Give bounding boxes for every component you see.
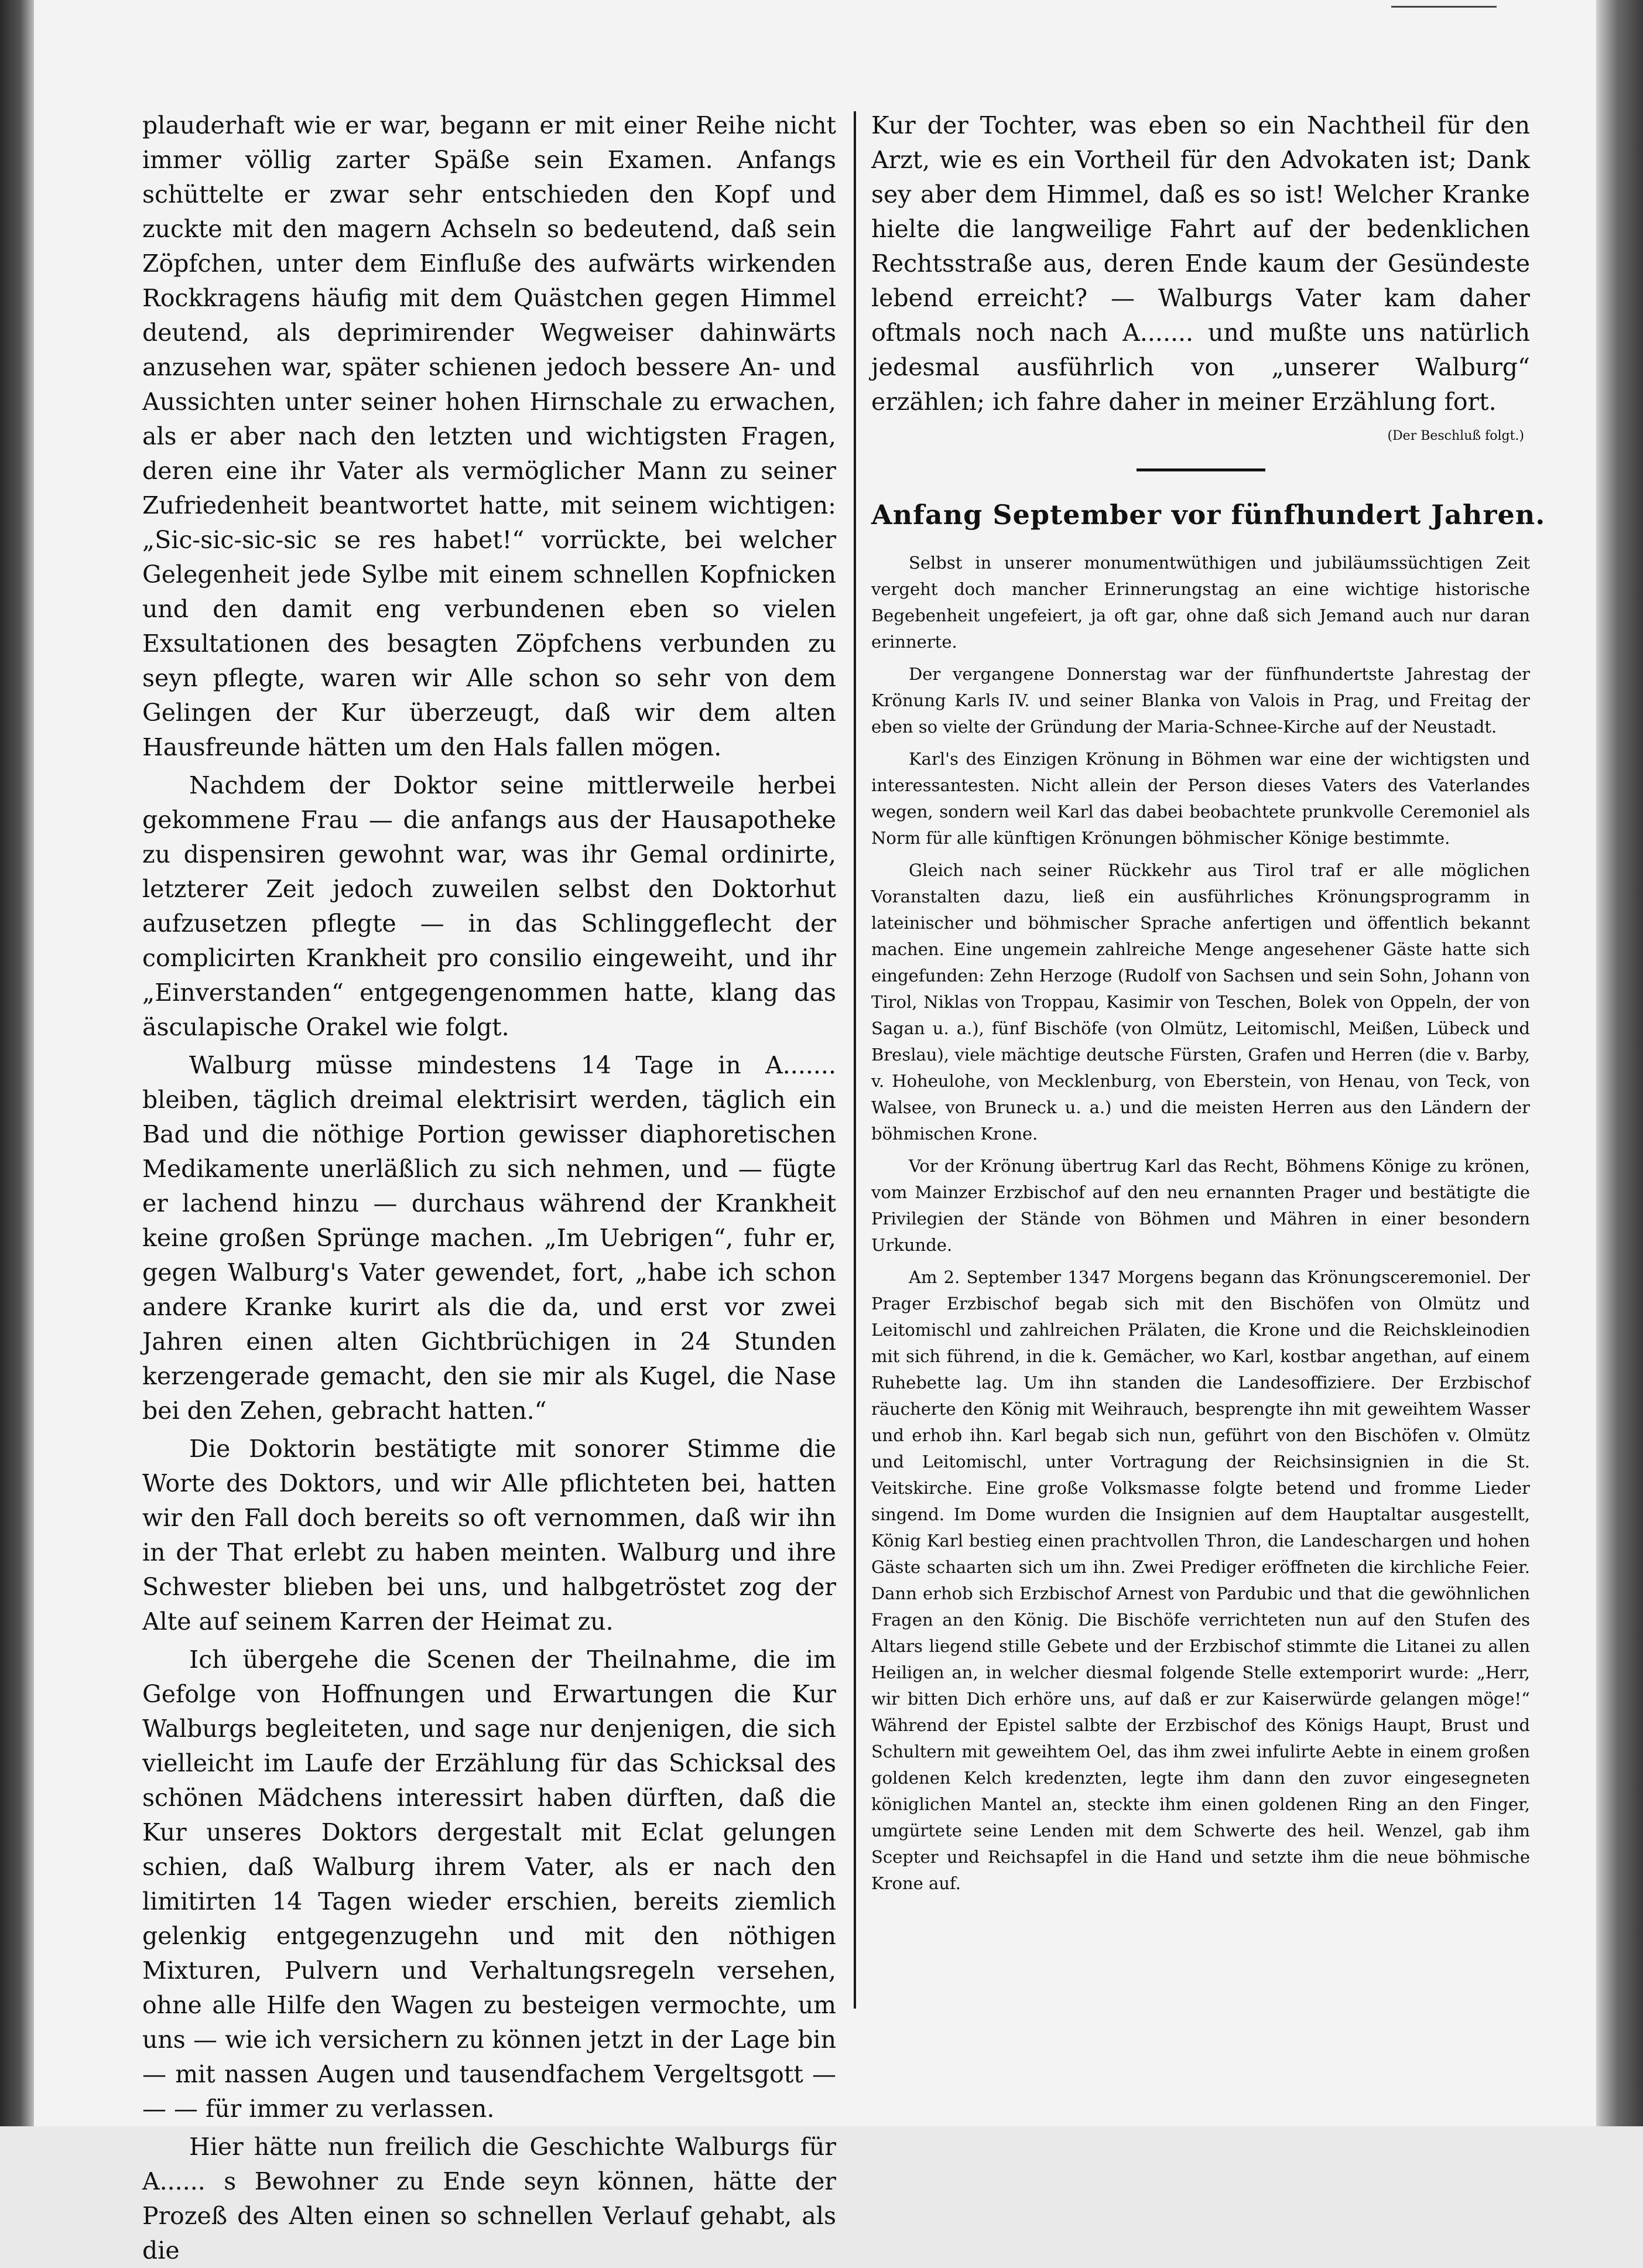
right-column — [871, 108, 1546, 1903]
left-paragraph-4: Die Doktorin bestätigte mit sonorer Stimme die Worte des Doktors, und wir Alle pflichteten bei, hatten wir den Fall doch bereits so oft vernommen, daß wir ihn in der That erlebt zu haben meinten. Walburg und ihre Schwester blieben bei uns, und halbgetröstet zog der Alte auf seinem Karren der Heimat zu. — [142, 1435, 836, 1636]
article-paragraph-3: Karl's des Einzigen Krönung in Böhmen war eine der wichtigsten und interessantesten. Nicht allein der Person dieses Vaters des Vaterlandes wegen, sondern weil Karl das dabei beobachtete prunkvolle Ceremoniel als Norm für alle künftigen Krönungen böhmischer Könige bestimmte. — [871, 749, 1530, 848]
left-paragraph-3: Walburg müsse mindestens 14 Tage in A....... bleiben, täglich dreimal elektrisirt werden, täglich ein Bad und die nöthige Portion gewisser diaphoretischen Medikamente unerläßlich zu sich nehmen, und — fügte er lachend hinzu — durchaus während der Krankheit keine großen Sprünge machen. „Im Uebrigen“, fuhr er, gegen Walburg's Vater gewendet, fort, „habe ich schon andere Kranke kurirt als die da, und erst vor zwei Jahren einen alten Gichtbrüchigen in 24 Stunden kerzengerade gemacht, den sie mir als Kugel, die Nase bei den Zehen, gebracht hatten.“ — [142, 1051, 836, 1425]
scan-edge-left — [0, 0, 34, 2126]
continuation-text: Kur der Tochter, was eben so ein Nachtheil für den Arzt, wie es ein Vortheil für den Advokaten ist; Dank sey aber dem Himmel, daß es so ist! Welcher Kranke hielte die langweilige Fahrt auf der bedenklichen Rechtsstraße aus, deren Ende kaum der Gesündeste lebend erreicht? — Walburgs Vater kam daher oftmals noch nach A....... und mußte uns natürlich jedesmal ausführlich von „unserer Walburg“ erzählen; ich fahre daher in meiner Erzählung fort. — [871, 111, 1530, 416]
article-paragraph-5: Vor der Krönung übertrug Karl das Recht, Böhmens Könige zu krönen, vom Mainzer Erzbischof auf den neu ernannten Prager und bestätigte die Privilegien der Stände von Böhmen und Mähren in einer besondern Urkunde. — [871, 1156, 1530, 1255]
article-paragraph-4: Gleich nach seiner Rückkehr aus Tirol traf er alle möglichen Voranstalten dazu, ließ ein ausführliches Krönungsprogramm in lateinischer und böhmischer Sprache anfertigen und öffentlich bekannt machen. Eine ungemein zahlreiche Menge angesehener Gäste hatte sich eingefunden: Zehn Herzoge (Rudolf von Sachsen und sein Sohn, Johann von Tirol, Niklas von Troppau, Kasimir von Teschen, Bolek von Oppeln, der von Sagan u. a.), fünf Bischöfe (von Olmütz, Leitomischl, Meißen, Lübeck und Breslau), viele mächtige deutsche Fürsten, Grafen und Herren (die v. Barby, v. Hoheulohe, von Mecklenburg, von Eberstein, von Henau, von Teck, von Walsee, von Bruneck u. a.) und die meisten Herren aus den Ländern der böhmischen Krone. — [871, 860, 1530, 1144]
article-paragraph-1: Selbst in unserer monumentwüthigen und jubiläumssüchtigen Zeit vergeht doch mancher Erinnerungstag an eine wichtige historische Begebenheit ungefeiert, ja oft gar, ohne daß sich Jemand auch nur daran erinnerte. — [871, 553, 1530, 652]
article-body — [871, 550, 1530, 1897]
article-paragraph-6: Am 2. September 1347 Morgens begann das Krönungsceremoniel. Der Prager Erzbischof begab sich mit den Bischöfen von Olmütz und Leitomischl und zahlreichen Prälaten, die Krone und die Reichskleinodien mit sich führend, in die k. Gemächer, wo Karl, kostbar angethan, auf einem Ruhebette lag. Um ihn standen die Landesoffiziere. Der Erzbischof räucherte den König mit Weihrauch, besprengte ihn mit geweihtem Wasser und erhob ihn. Karl begab sich nun, geführt von den Bischöfen v. Olmütz und Leitomischl, unter Vortragung der Reichsinsignien in die St. Veitskirche. Eine große Volksmasse folgte betend und fromme Lieder singend. Im Dome wurden die Insignien auf dem Hauptaltar ausgestellt, König Karl bestieg einen prachtvollen Thron, die Landeschargen und hohen Gäste schaarten sich um ihn. Zwei Prediger eröffneten die kirchliche Feier. Dann erhob sich Erzbischof Arnest von Pardubic und that die gewöhnlichen Fragen an den König. Die Bischöfe verrichteten nun auf den Stufen des Altars liegend stille Gebete und der Erzbischof stimmte die Litanei zu allen Heiligen an, in welcher diesmal folgende Stelle extemporirt wurde: „Herr, wir bitten Dich erhöre uns, auf daß er zur Kaiserwürde gelangen möge!“ Während der Epistel salbte der Erzbischof des Königs Haupt, Brust und Schultern mit geweihtem Oel, das ihm zwei infulirte Aebte in einem großen goldenen Kelch kredenzten, legte ihm dann den zuvor eingesegneten königlichen Mantel an, steckte ihm einen goldenen Ring an den Finger, umgürtete seine Lenden mit dem Schwerte des heil. Wenzel, gab ihm Scepter und Reichsapfel in die Hand und setzte ihm die neue böhmische Krone auf. — [871, 1267, 1530, 1893]
column-divider — [854, 111, 856, 2009]
continued-note: (Der Beschluß folgt.) — [1387, 429, 1524, 443]
newspaper-page — [34, 0, 1596, 2264]
left-paragraph-6: Hier hätte nun freilich die Geschichte Walburgs für A...... s Bewohner zu Ende seyn können, hätte der Prozeß des Alten einen so schnellen Verlauf gehabt, als die — [142, 2133, 836, 2264]
article-paragraph-2: Der vergangene Donnerstag war der fünfhundertste Jahrestag der Krönung Karls IV. und seiner Blanka von Valois in Prag, und Freitag der eben so vielte der Gründung der Maria-Schnee-Kirche auf der Neustadt. — [871, 664, 1530, 737]
article-title: Anfang September vor fünfhundert Jahren. — [871, 499, 1546, 531]
left-paragraph-5: Ich übergehe die Scenen der Theilnahme, die im Gefolge von Hoffnungen und Erwartungen die Kur Walburgs begleiteten, und sage nur denjenigen, die sich vielleicht im Laufe der Erzählung für das Schicksal des schönen Mädchens interessirt haben dürften, daß die Kur unseres Doktors dergestalt mit Eclat gelungen schien, daß Walburg ihrem Vater, als er nach den limitirten 14 Tagen wieder erschien, bereits ziemlich gelenkig entgegenzugehn und mit den nöthigen Mixturen, Pulvern und Verhaltungsregeln versehen, ohne alle Hilfe den Wagen zu besteigen vermochte, um uns — wie ich versichern zu können jetzt in der Lage bin — mit nassen Augen und tausendfachem Vergeltsgott — — — für immer zu verlassen. — [142, 1646, 836, 2123]
section-rule — [1137, 468, 1265, 471]
left-paragraph-1: plauderhaft wie er war, begann er mit einer Reihe nicht immer völlig zarter Späße sein Examen. Anfangs schüttelte er zwar sehr entschieden den Kopf und zuckte mit den magern Achseln so bedeutend, daß sein Zöpfchen, unter dem Einfluße des aufwärts wirkenden Rockkragens häufig mit dem Quästchen gegen Himmel deutend, als deprimirender Wegweiser dahinwärts anzusehen war, später schienen jedoch bessere An- und Aussichten unter seiner hohen Hirnschale zu erwachen, als er aber nach den letzten und wichtigsten Fragen, deren eine ihr Vater als vermöglicher Mann zu seiner Zufriedenheit beantwortet hatte, mit seinem wichtigen: „Sic-sic-sic-sic se res habet!“ vorrückte, bei welcher Gelegenheit jede Sylbe mit einem schnellen Kopfnicken und den damit eng verbundenen eben so vielen Exsultationen des besagten Zöpfchens verbunden zu seyn pflegte, waren wir Alle schon so sehr von dem Gelingen der Kur überzeugt, daß wir dem alten Hausfreunde hätten um den Hals fallen mögen. — [142, 111, 836, 761]
scan-edge-right — [1596, 0, 1643, 2126]
left-paragraph-2: Nachdem der Doktor seine mittlerweile herbei gekommene Frau — die anfangs aus der Hausapotheke zu dispensiren gewohnt war, was ihr Gemal ordinirte, letzterer Zeit jedoch zuweilen selbst den Doktorhut aufzusetzen pflegte — in das Schlinggeflecht der complicirten Krankheit pro consilio eingeweiht, und ihr „Einverstanden“ entgegengenommen hatte, klang das äsculapische Orakel wie folgt. — [142, 771, 836, 1041]
left-column — [142, 108, 836, 2268]
scan-mark — [1391, 6, 1497, 8]
